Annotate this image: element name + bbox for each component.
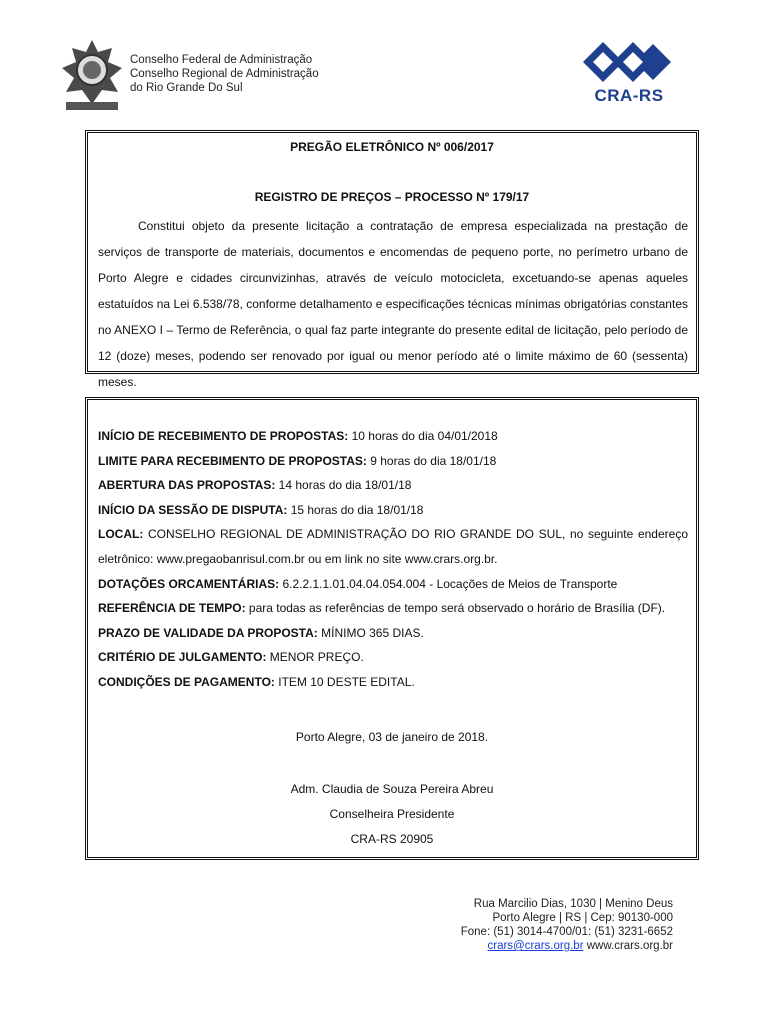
item-label: CRITÉRIO DE JULGAMENTO:: [98, 650, 267, 665]
schedule-list: [98, 424, 688, 695]
email-link[interactable]: crars@crars.org.br: [487, 940, 584, 952]
registro-title: REGISTRO DE PREÇOS – PROCESSO Nº 179/17: [254, 190, 530, 204]
item-label: REFERÊNCIA DE TEMPO:: [98, 601, 246, 616]
signer-name: Adm. Claudia de Souza Pereira Abreu: [290, 782, 494, 796]
item-value: 14 horas do dia 18/01/18: [275, 478, 412, 493]
item-label: ABERTURA DAS PROPOSTAS:: [98, 478, 276, 493]
footer-phone: Fone: (51) 3014-4700/01: (51) 3231-6652: [460, 926, 673, 938]
org-line-3: do Rio Grande Do Sul: [130, 82, 243, 94]
item-value: ITEM 10 DESTE EDITAL.: [274, 674, 415, 689]
letterhead: [0, 0, 770, 120]
item-referencia-tempo: [98, 596, 688, 621]
item-value: 10 horas do dia 04/01/2018: [348, 429, 498, 443]
item-label: CONDIÇÕES DE PAGAMENTO:: [98, 674, 275, 689]
pregao-title: PREGÃO ELETRÔNICO Nº 006/2017: [290, 140, 494, 154]
footer-contact: [461, 939, 673, 953]
item-label: INÍCIO DE RECEBIMENTO DE PROPOSTAS:: [98, 429, 349, 443]
object-description-text: Constitui objeto da presente licitação a contratação de empresa especializada na prestação de serviços de transporte de materiais, documentos e encomendas de pequeno porte, no perímetro urbano de Porto Alegre e cidades circunvizinhas, através de veículo motocicleta, excetuando-se apenas aqueles estatuídos na Lei 6.538/78, conforme detalhamento e especificações técnicas mínimas obrigatórias constantes no ANEXO I – Termo de Referência, o qual faz parte integrante do presente edital de licitação, pelo período de 12 (doze) meses, podendo ser renovado por igual ou menor período até o limite máximo de 60 (sessenta) meses.: [98, 219, 688, 389]
item-condicoes-pagamento: [98, 670, 688, 695]
footer-address: [461, 897, 673, 953]
item-prazo-validade: [98, 621, 688, 646]
footer-city: Porto Alegre | RS | Cep: 90130-000: [492, 912, 673, 924]
item-local: [98, 522, 688, 571]
item-value: 9 horas do dia 18/01/18: [366, 453, 497, 468]
item-criterio: [98, 645, 688, 670]
item-limite-recebimento: [98, 449, 688, 474]
date-line: Porto Alegre, 03 de janeiro de 2018.: [295, 730, 489, 744]
brazil-coat-of-arms-icon: [60, 38, 124, 114]
item-inicio-recebimento: [98, 424, 688, 449]
item-value: 6.2.2.1.1.01.04.04.054.004 - Locações de Meios de Transporte: [279, 576, 618, 591]
object-description: [98, 213, 688, 395]
footer-street: Rua Marcilio Dias, 1030 | Menino Deus: [473, 898, 673, 910]
item-label: PRAZO DE VALIDADE DA PROPOSTA:: [98, 625, 318, 640]
item-value: para todas as referências de tempo será observado o horário de Brasília (DF).: [245, 601, 666, 616]
item-value: CONSELHO REGIONAL DE ADMINISTRAÇÃO DO RIO GRANDE DO SUL, no seguinte endereço eletrônico: www.pregaobanrisul.com.br ou em link no site www.crars.org.br.: [98, 527, 688, 566]
item-label: INÍCIO DA SESSÃO DE DISPUTA:: [98, 502, 288, 517]
item-label: LOCAL:: [98, 527, 144, 542]
org-line-2: Conselho Regional de Administração: [130, 68, 319, 80]
edital-summary-box: [85, 130, 699, 389]
item-abertura: [98, 473, 688, 498]
item-label: LIMITE PARA RECEBIMENTO DE PROPOSTAS:: [98, 453, 367, 468]
item-inicio-sessao: [98, 498, 688, 523]
organization-name: [130, 53, 319, 95]
org-line-1: Conselho Federal de Administração: [130, 54, 313, 66]
signer-role: Conselheira Presidente: [329, 807, 455, 821]
site-text: www.crars.org.br: [583, 940, 673, 952]
item-dotacoes: [98, 572, 688, 597]
logo-text: CRA-RS: [594, 86, 664, 105]
item-value: MENOR PREÇO.: [266, 650, 364, 665]
item-label: DOTAÇÕES ORCAMENTÁRIAS:: [98, 576, 280, 591]
signer-registration: CRA-RS 20905: [350, 832, 434, 846]
schedule-box: [85, 397, 699, 860]
item-value: 15 horas do dia 18/01/18: [287, 502, 424, 517]
item-value: MÍNIMO 365 DIAS.: [317, 625, 424, 640]
